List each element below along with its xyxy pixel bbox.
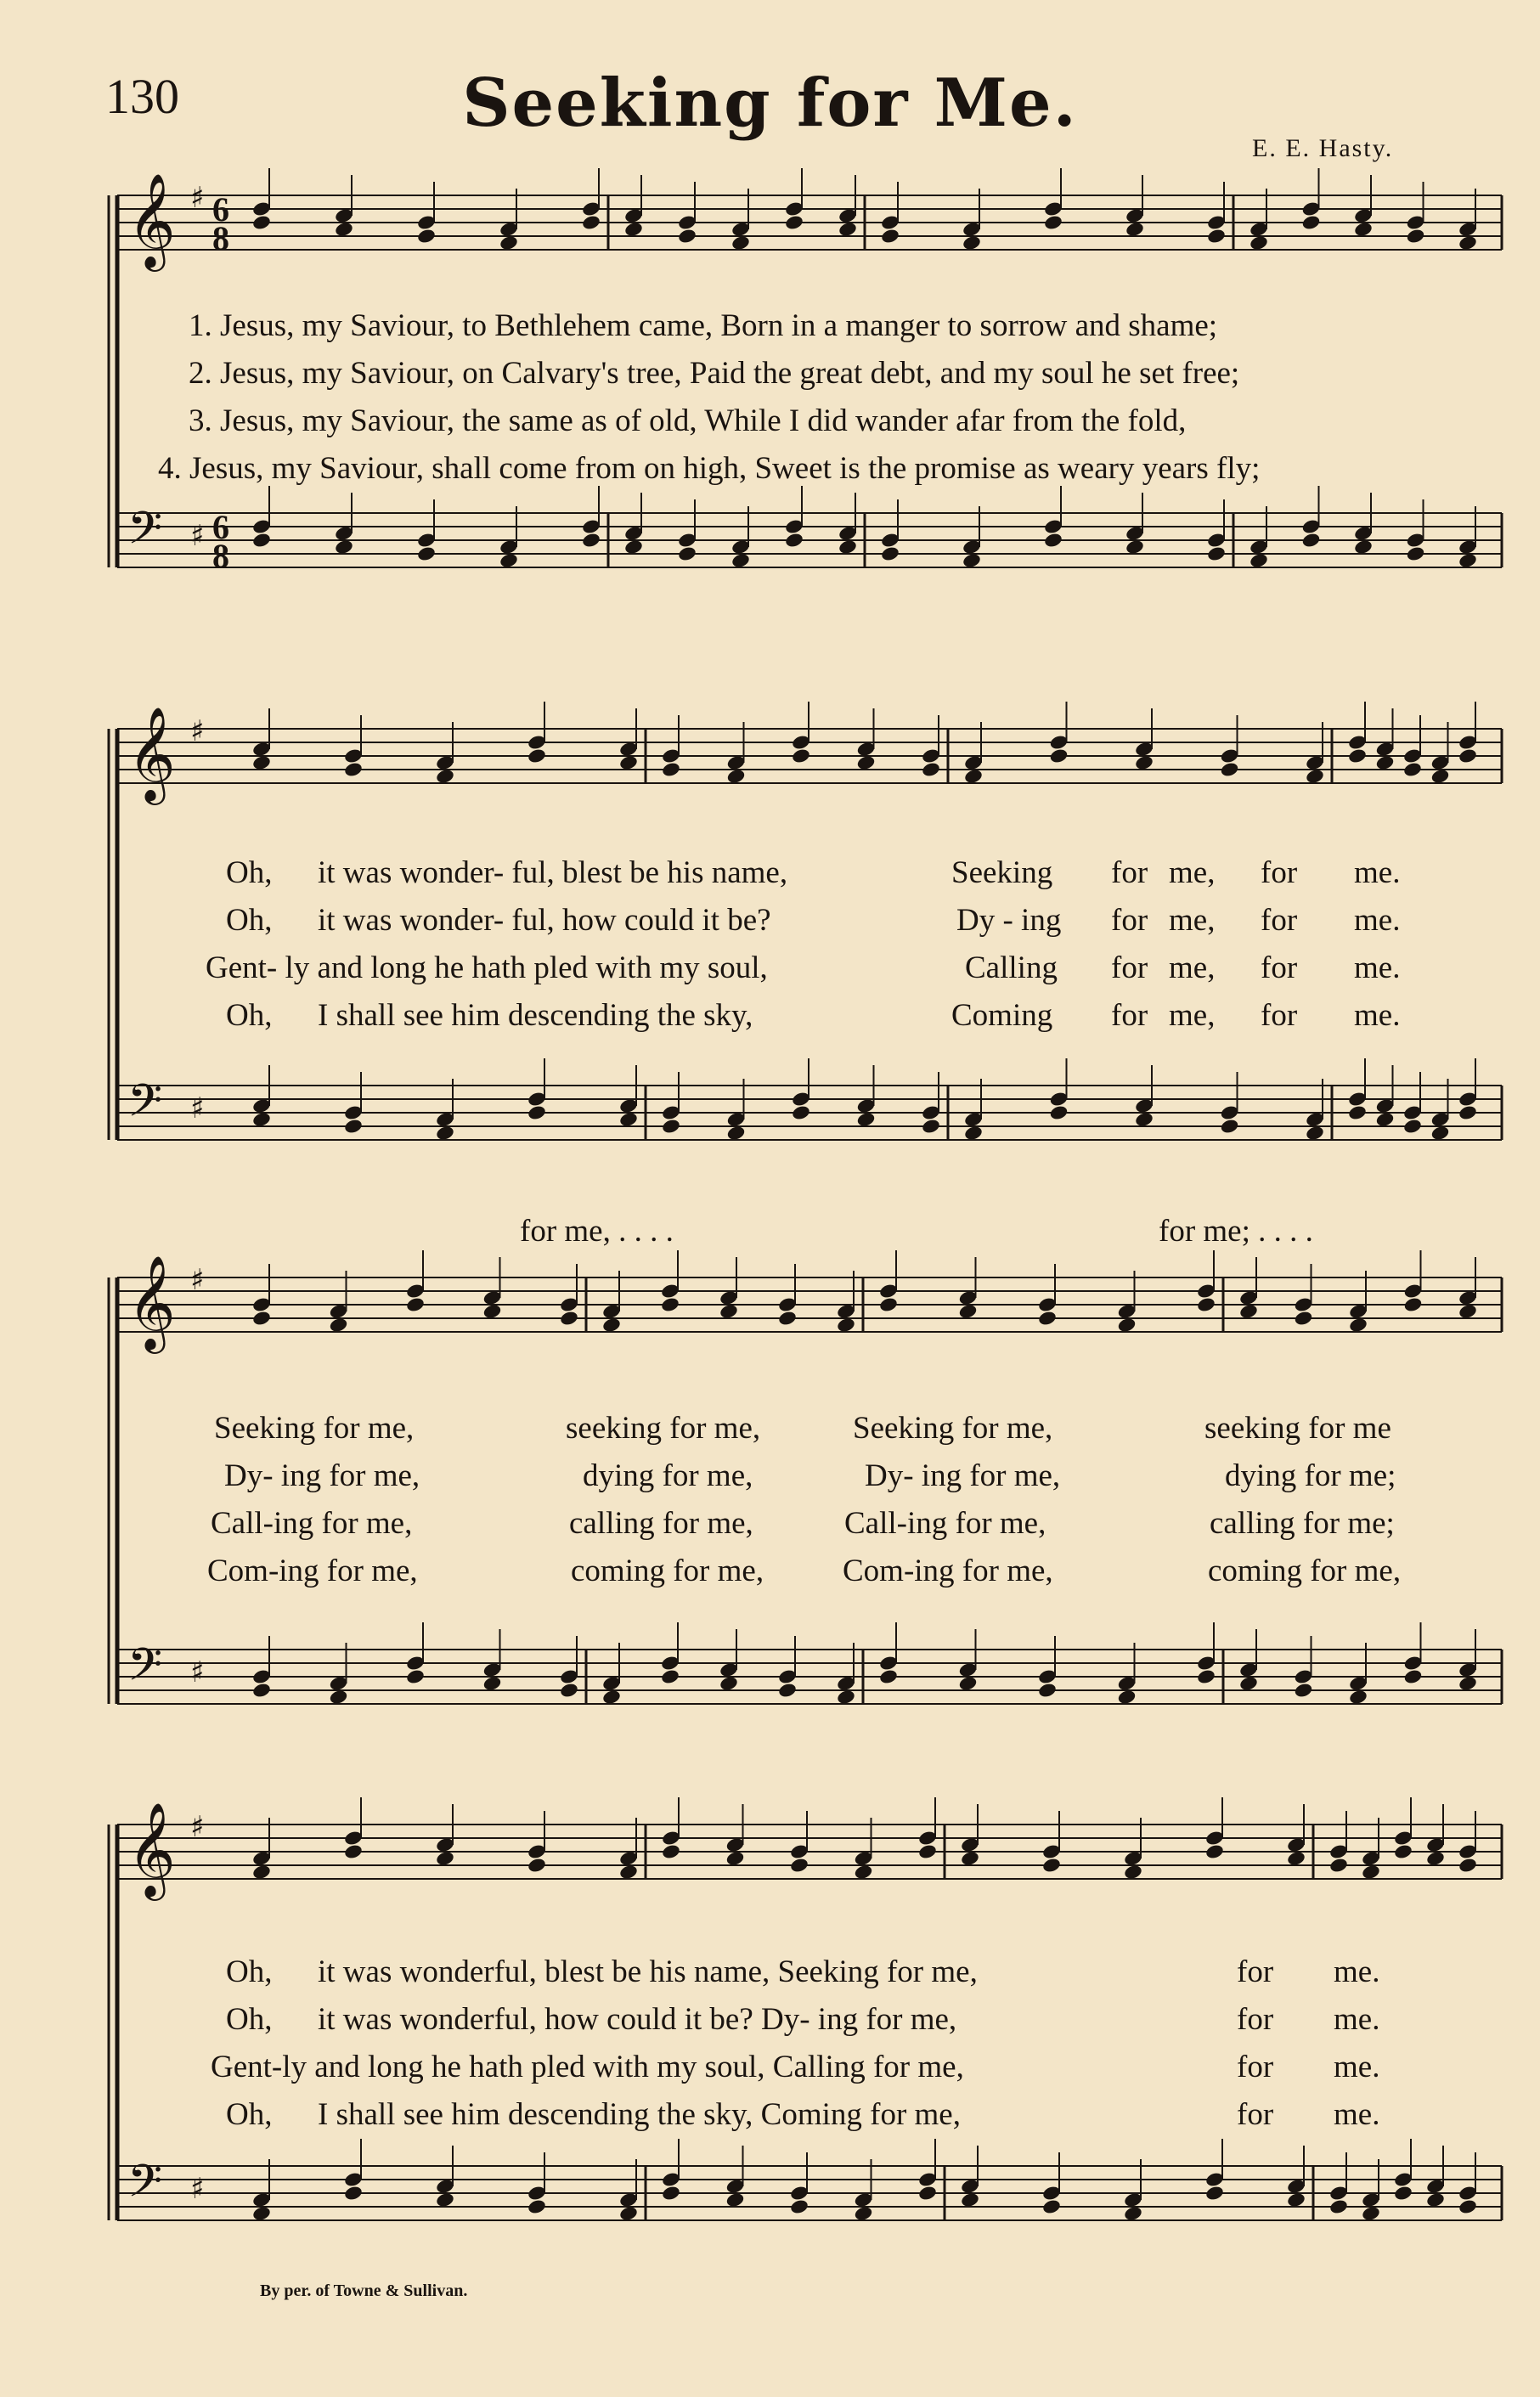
notehead (1125, 221, 1145, 238)
notehead (251, 1864, 272, 1881)
notehead (251, 1111, 272, 1128)
notehead (1249, 552, 1269, 569)
notehead (962, 234, 982, 251)
notehead (1458, 2198, 1478, 2215)
key-signature-sharp: ♯ (190, 519, 205, 553)
notehead (1361, 2205, 1381, 2222)
hymn-title: Seeking for Me. (462, 65, 1078, 142)
notehead (618, 2205, 639, 2222)
notehead (251, 754, 272, 771)
notehead (854, 1864, 874, 1881)
notehead (963, 768, 984, 785)
notehead (251, 1310, 272, 1327)
notehead (1458, 1857, 1478, 1874)
notehead (960, 1850, 980, 1867)
notehead (1406, 545, 1426, 562)
notehead (1393, 1843, 1413, 1860)
notehead (1430, 768, 1451, 785)
notehead (1049, 1104, 1069, 1121)
notehead (854, 2205, 874, 2222)
bass-clef: 𝄢 (127, 1639, 163, 1702)
bass-clef: 𝄢 (127, 503, 163, 566)
notehead (1402, 1118, 1423, 1135)
notehead (1286, 1850, 1306, 1867)
notehead (1425, 2191, 1446, 2208)
notehead (725, 1850, 746, 1867)
treble-clef: 𝄞 (127, 1255, 176, 1350)
notehead (1294, 1310, 1314, 1327)
notehead (416, 228, 437, 245)
notehead (482, 1675, 503, 1692)
notehead (1037, 1310, 1058, 1327)
notehead (601, 1689, 622, 1706)
notehead (343, 1843, 364, 1860)
notehead (1361, 1864, 1381, 1881)
notehead (1301, 532, 1322, 549)
notehead (1238, 1303, 1259, 1320)
notehead (1249, 234, 1269, 251)
key-signature-sharp: ♯ (190, 1655, 205, 1689)
notehead (836, 1317, 856, 1334)
notehead (1328, 1857, 1349, 1874)
notehead (958, 1303, 979, 1320)
notehead (1458, 1303, 1478, 1320)
notehead (726, 768, 747, 785)
notehead (791, 747, 811, 764)
notehead (1123, 1864, 1143, 1881)
notehead (405, 1296, 426, 1313)
notehead (1347, 747, 1368, 764)
notehead (856, 754, 877, 771)
notehead (1043, 532, 1063, 549)
notehead (1220, 1118, 1240, 1135)
hymn-page: 130 Seeking for Me. E. E. Hasty. 𝄞 ♯ 𝄢 ♯ 𝄞 ♯ 𝄢 ♯ 𝄞 ♯ 𝄢 ♯ 𝄞 ♯ 𝄢 ♯ 6 8 6 8 1. Jesus, my Saviour, to Bethlehem came, Born in a manger to sorrow and shame; 2. Jesus, my Saviour, on Calvary's tree, Paid the great debt, and my soul he set free; 3. Jesus, my Saviour, the same as of old, While I did wander afar from the fold, 4. Jesus, my Saviour, shall come from on high, Sweet is the promise as weary years fly; Oh, it was wonder- ful, blest be his name, Seeking for me, for me. Oh, it was wonder- ful, how could it be? Dy - ing for me, for me. Gent- ly and long he hath pled with my soul, Calling for me, for me. Oh, I shall see him descending the sky, Coming for me, for me. for me, . . . . for me; . . . . Seeking for me, seeking for me, Seeking for me, seeking for me Dy- ing for me, dying for me, Dy- ing for me, dying for me; Call-ing for me, calling for me, Call-ing for me, calling for me; Com-ing for me, coming for me, Com-ing for me, coming for me, Oh, it was wonderful, blest be his name, Seeking for me, for me. Oh, it was wonderful, how could it be? Dy- ing for me, for me. Gent-ly and long he hath pled with my soul, Calling for me, for me. Oh, I shall see him descending the sky, Coming for me, for me. By per. of Towne & Sullivan. (0, 0, 1540, 2397)
notehead (527, 2198, 547, 2215)
notehead (1328, 2198, 1349, 2215)
notehead (1196, 1296, 1216, 1313)
notehead (880, 545, 900, 562)
key-signature-sharp: ♯ (190, 181, 205, 215)
notehead (527, 747, 547, 764)
treble-clef: 𝄞 (127, 172, 176, 268)
notehead (329, 1689, 349, 1706)
notehead (343, 761, 364, 778)
bass-clef: 𝄢 (127, 2156, 163, 2219)
notehead (789, 1857, 809, 1874)
time-signature: 8 (212, 537, 229, 575)
notehead (1041, 1857, 1062, 1874)
notehead (660, 1296, 680, 1313)
time-signature: 8 (212, 219, 229, 257)
notehead (1353, 221, 1374, 238)
notehead (878, 1296, 899, 1313)
notehead (1425, 1850, 1446, 1867)
notehead (960, 2191, 980, 2208)
notehead (1220, 761, 1240, 778)
notehead (1393, 2185, 1413, 2202)
notehead (963, 1125, 984, 1142)
notehead (958, 1675, 979, 1692)
notehead (435, 1850, 455, 1867)
notehead (1041, 2198, 1062, 2215)
notehead (1348, 1317, 1368, 1334)
notehead (405, 1668, 426, 1685)
notehead (726, 1125, 747, 1142)
notehead (334, 221, 354, 238)
notehead (719, 1303, 739, 1320)
notehead (1134, 754, 1154, 771)
composer-credit: E. E. Hasty. (1252, 134, 1394, 162)
notehead (1347, 1104, 1368, 1121)
notehead (677, 228, 697, 245)
notehead (731, 552, 751, 569)
notehead (1238, 1675, 1259, 1692)
notehead (559, 1310, 579, 1327)
notehead (618, 1111, 639, 1128)
notehead (1037, 1682, 1058, 1699)
notehead (1406, 228, 1426, 245)
notehead (334, 539, 354, 556)
notehead (1375, 1111, 1396, 1128)
notehead (1294, 1682, 1314, 1699)
notehead (1458, 552, 1478, 569)
notehead (499, 234, 519, 251)
notehead (623, 221, 644, 238)
notehead (1196, 1668, 1216, 1685)
notehead (499, 552, 519, 569)
notehead (661, 2185, 681, 2202)
notehead (1286, 2191, 1306, 2208)
notehead (251, 214, 272, 231)
notehead (1134, 1111, 1154, 1128)
notehead (838, 221, 858, 238)
notehead (1458, 747, 1478, 764)
notehead (527, 1104, 547, 1121)
notehead (251, 532, 272, 549)
notehead (677, 545, 697, 562)
notehead (343, 2185, 364, 2202)
notehead (784, 214, 804, 231)
notehead (1430, 1125, 1451, 1142)
notehead (836, 1689, 856, 1706)
notehead (1301, 214, 1322, 231)
notehead (601, 1317, 622, 1334)
notehead (1117, 1317, 1137, 1334)
treble-clef: 𝄞 (127, 1802, 176, 1897)
notehead (660, 1668, 680, 1685)
notehead (1458, 1675, 1478, 1692)
notehead (1204, 2185, 1225, 2202)
notehead (1125, 539, 1145, 556)
notehead (880, 228, 900, 245)
permission-note: By per. of Towne & Sullivan. (260, 2281, 468, 2300)
key-signature-sharp: ♯ (190, 1263, 205, 1297)
notehead (917, 1843, 938, 1860)
notehead (1403, 1296, 1424, 1313)
treble-clef: 𝄞 (127, 706, 176, 801)
notehead (661, 761, 681, 778)
notehead (1305, 768, 1325, 785)
notehead (435, 768, 455, 785)
notehead (725, 2191, 746, 2208)
notehead (1043, 214, 1063, 231)
notehead (838, 539, 858, 556)
notehead (777, 1682, 798, 1699)
notehead (1353, 539, 1374, 556)
notehead (777, 1310, 798, 1327)
notehead (878, 1668, 899, 1685)
notehead (329, 1317, 349, 1334)
notehead (581, 214, 601, 231)
notehead (661, 1843, 681, 1860)
notehead (1117, 1689, 1137, 1706)
notehead (343, 1118, 364, 1135)
notehead (618, 754, 639, 771)
notehead (435, 2191, 455, 2208)
notehead (789, 2198, 809, 2215)
notehead (661, 1118, 681, 1135)
time-signature: 6 (212, 508, 229, 546)
notehead (1305, 1125, 1325, 1142)
notehead (1402, 761, 1423, 778)
key-signature-sharp: ♯ (190, 2172, 205, 2206)
notehead (1123, 2205, 1143, 2222)
notehead (482, 1303, 503, 1320)
notehead (1403, 1668, 1424, 1685)
notehead (1348, 1689, 1368, 1706)
notehead (917, 2185, 938, 2202)
time-signature: 6 (212, 190, 229, 228)
key-signature-sharp: ♯ (190, 1091, 205, 1125)
notehead (784, 532, 804, 549)
notehead (791, 1104, 811, 1121)
notehead (731, 234, 751, 251)
notehead (921, 1118, 941, 1135)
notehead (719, 1675, 739, 1692)
notehead (559, 1682, 579, 1699)
notehead (921, 761, 941, 778)
notehead (416, 545, 437, 562)
notehead (962, 552, 982, 569)
notehead (618, 1864, 639, 1881)
notehead (1458, 234, 1478, 251)
bass-clef: 𝄢 (127, 1075, 163, 1138)
notehead (1049, 747, 1069, 764)
notehead (1375, 754, 1396, 771)
notehead (856, 1111, 877, 1128)
key-signature-sharp: ♯ (190, 714, 205, 748)
notehead (1204, 1843, 1225, 1860)
notehead (581, 532, 601, 549)
notehead (1206, 228, 1227, 245)
notehead (527, 1857, 547, 1874)
page-number: 130 (105, 69, 179, 124)
notehead (1206, 545, 1227, 562)
notehead (435, 1125, 455, 1142)
key-signature-sharp: ♯ (190, 1810, 205, 1844)
notehead (623, 539, 644, 556)
notehead (251, 1682, 272, 1699)
notehead (1458, 1104, 1478, 1121)
notehead (251, 2205, 272, 2222)
